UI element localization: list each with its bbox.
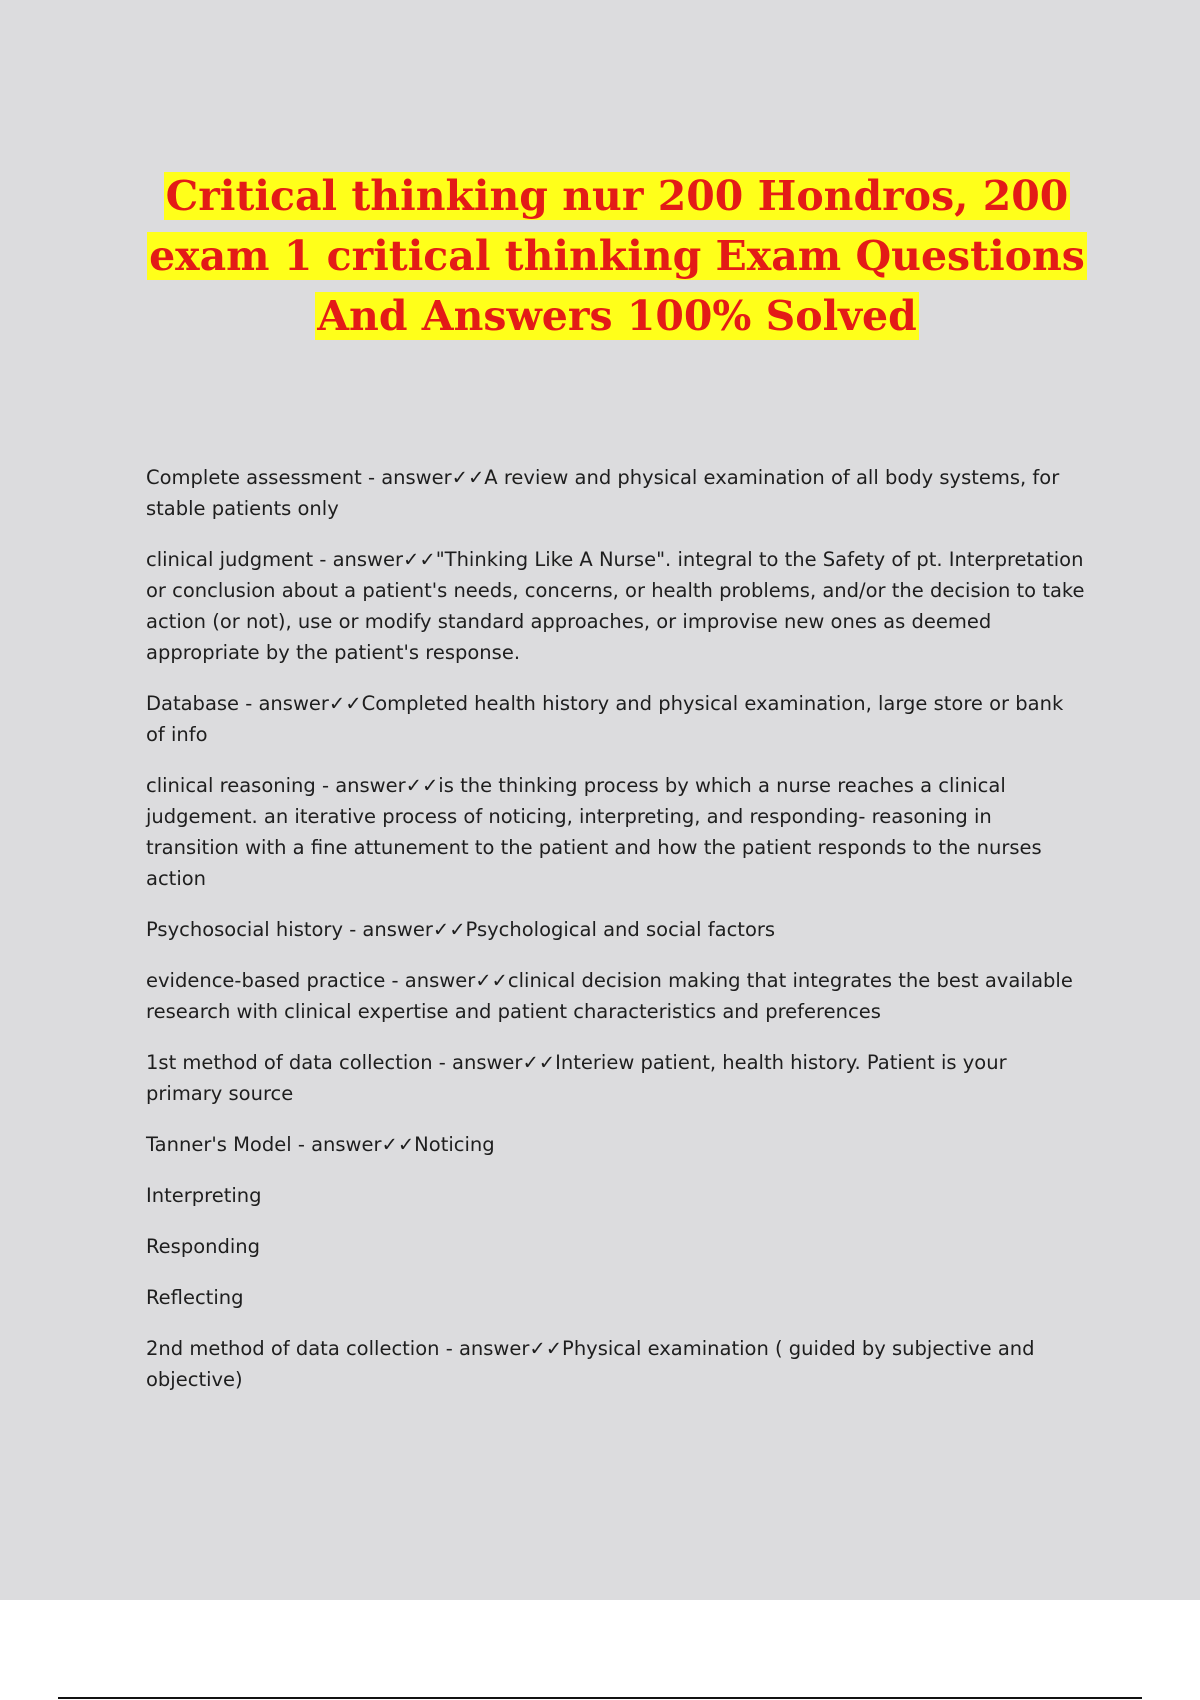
title-block bbox=[120, 166, 1114, 346]
qa-entry-tanners-model: Tanner's Model - answer✓✓Noticing bbox=[146, 1133, 495, 1156]
qa-entry-clinical-reasoning: clinical reasoning - answer✓✓is the thinking process by which a nurse reaches a clinical judgement. an iterative process of noticing, interpreting, and responding- reasoning in transition with a fine attunement to the patient and how the patient responds to the nurses action bbox=[146, 774, 1042, 890]
qa-list bbox=[146, 462, 1086, 1415]
qa-entry-clinical-judgment: clinical judgment - answer✓✓"Thinking Like A Nurse". integral to the Safety of pt. Interpretation or conclusion about a patient's needs, concerns, or health problems, and/or the decision to take action (or not), use or modify standard approaches, or improvise new ones as deemed appropriate by the patient's response. bbox=[146, 548, 1085, 664]
qa-entry-complete-assessment: Complete assessment - answer✓✓A review and physical examination of all body systems, for stable patients only bbox=[146, 466, 1060, 520]
qa-entry-interpreting: Interpreting bbox=[146, 1184, 262, 1207]
qa-entry-psychosocial-history: Psychosocial history - answer✓✓Psychological and social factors bbox=[146, 918, 776, 941]
document-title: Critical thinking nur 200 Hondros, 200 exam 1 critical thinking Exam Questions And Answers 100% Solved bbox=[149, 172, 1085, 340]
qa-entry-database: Database - answer✓✓Completed health history and physical examination, large store or bank of info bbox=[146, 692, 1064, 746]
bottom-divider bbox=[58, 1697, 1142, 1699]
qa-entry-first-method: 1st method of data collection - answer✓✓Interiew patient, health history. Patient is your primary source bbox=[146, 1051, 1007, 1105]
qa-entry-responding: Responding bbox=[146, 1235, 261, 1258]
qa-entry-second-method: 2nd method of data collection - answer✓✓Physical examination ( guided by subjective and objective) bbox=[146, 1337, 1035, 1391]
qa-entry-evidence-based-practice: evidence-based practice - answer✓✓clinical decision making that integrates the best available research with clinical expertise and patient characteristics and preferences bbox=[146, 969, 1073, 1023]
qa-entry-reflecting: Reflecting bbox=[146, 1286, 244, 1309]
